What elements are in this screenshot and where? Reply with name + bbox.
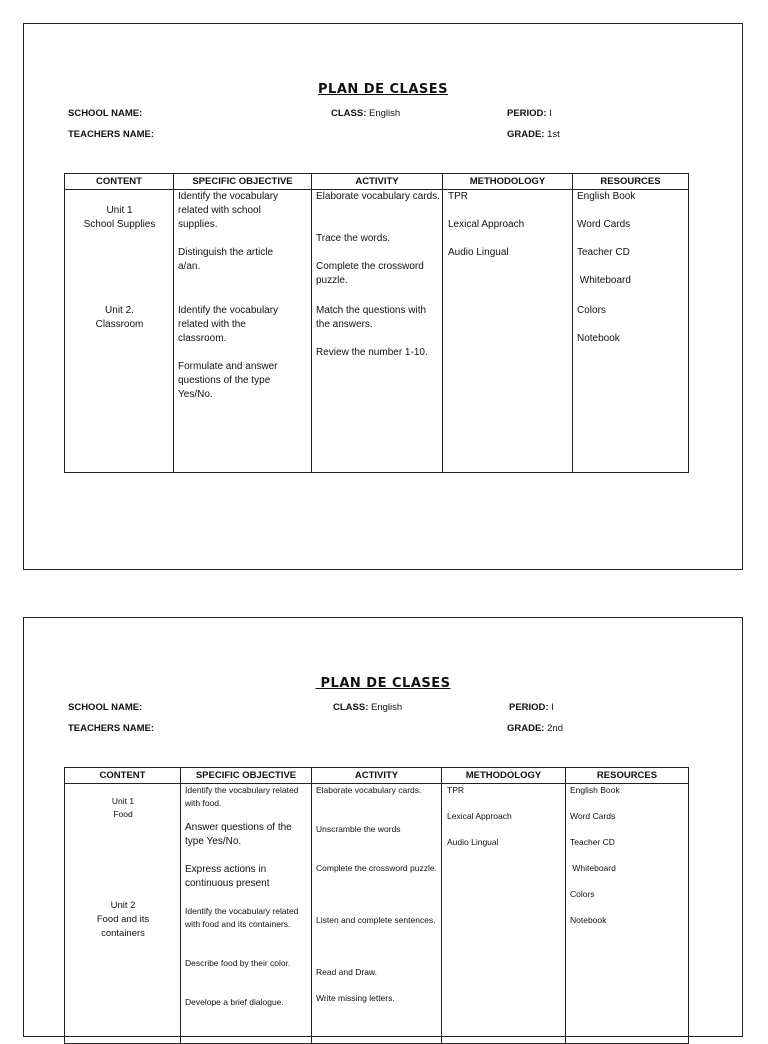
class-label: CLASS: xyxy=(331,108,367,119)
period-field xyxy=(507,108,552,119)
methodology-item: TPR xyxy=(447,785,464,795)
resource-item: Teacher CD xyxy=(570,837,615,847)
header-activity: ACTIVITY xyxy=(312,768,442,784)
objective-item: Express actions in continuous present xyxy=(185,864,270,889)
table-header-row xyxy=(65,174,689,190)
resource-item: Whiteboard xyxy=(577,275,631,286)
lesson-plan-page-1 xyxy=(23,23,743,570)
page-title: PLAN DE CLASES xyxy=(318,82,448,97)
teachers-name-field xyxy=(68,129,154,140)
teachers-name-label: TEACHERS NAME: xyxy=(68,723,155,734)
page-title: PLAN DE CLASES xyxy=(315,676,451,691)
activity-item: Unscramble the words xyxy=(316,824,401,834)
class-label: CLASS: xyxy=(333,702,369,713)
header-specific-objective: SPECIFIC OBJECTIVE xyxy=(174,174,312,190)
school-name-field xyxy=(68,702,142,713)
header-content: CONTENT xyxy=(65,174,174,190)
lesson-plan-table xyxy=(64,767,689,1044)
resource-item: Word Cards xyxy=(570,811,616,821)
objective-item: Formulate and answer questions of the type Yes/No. xyxy=(178,361,278,400)
table-row xyxy=(65,784,689,1044)
activity-item: Elaborate vocabulary cards. xyxy=(316,191,440,202)
resource-item: Colors xyxy=(570,889,595,899)
methodology-item: Audio Lingual xyxy=(448,247,509,258)
content-unit-1: Unit 1 Food xyxy=(111,796,135,819)
content-cell xyxy=(65,190,174,473)
activity-item: Complete the crossword puzzle. xyxy=(316,863,437,873)
activity-item: Listen and complete sentences. xyxy=(316,915,436,925)
objective-item: Identify the vocabulary related with food. xyxy=(185,785,299,808)
table-header-row xyxy=(65,768,689,784)
grade-field xyxy=(507,129,560,140)
lesson-plan-table xyxy=(64,173,689,473)
activity-item: Write missing letters. xyxy=(316,993,395,1003)
school-name-field xyxy=(68,108,142,119)
resource-item: Word Cards xyxy=(577,219,631,230)
class-field xyxy=(331,108,400,119)
objective-item: Identify the vocabulary related with school supplies. xyxy=(178,191,279,230)
class-field xyxy=(333,702,402,713)
activity-item: Read and Draw. xyxy=(316,967,377,977)
activity-item: Complete the crossword puzzle. xyxy=(316,261,424,286)
header-activity: ACTIVITY xyxy=(312,174,443,190)
resources-cell xyxy=(573,190,689,473)
resource-item: English Book xyxy=(577,191,636,202)
resource-item: Whiteboard xyxy=(570,863,616,873)
teachers-name-label: TEACHERS NAME: xyxy=(68,129,155,140)
activity-item: Elaborate vocabulary cards. xyxy=(316,785,422,795)
header-content: CONTENT xyxy=(65,768,181,784)
lesson-plan-page-2 xyxy=(23,617,743,1037)
period-label: PERIOD: xyxy=(509,702,549,713)
school-name-label: SCHOOL NAME: xyxy=(68,702,143,713)
methodology-cell xyxy=(443,190,573,473)
methodology-item: Lexical Approach xyxy=(448,219,525,230)
grade-label: GRADE: xyxy=(507,129,545,140)
activity-item: Review the number 1-10. xyxy=(316,347,428,358)
grade-value: 1st xyxy=(547,129,560,140)
content-unit-2: Unit 2. Classroom xyxy=(95,305,144,330)
resource-item: Colors xyxy=(577,305,606,316)
methodology-cell xyxy=(442,784,566,1044)
objective-item: Identify the vocabulary related with food and its containers. xyxy=(185,906,299,929)
content-cell xyxy=(65,784,181,1044)
objective-item: Distinguish the article a/an. xyxy=(178,247,274,272)
content-unit-1: Unit 1 School Supplies xyxy=(83,205,156,230)
resource-item: Notebook xyxy=(577,333,620,344)
period-value: I xyxy=(551,702,554,713)
period-label: PERIOD: xyxy=(507,108,547,119)
header-specific-objective: SPECIFIC OBJECTIVE xyxy=(181,768,312,784)
period-field xyxy=(509,702,554,713)
grade-value: 2nd xyxy=(547,723,563,734)
objective-item: Identify the vocabulary related with the classroom. xyxy=(178,305,279,344)
header-methodology: METHODOLOGY xyxy=(443,174,573,190)
school-name-label: SCHOOL NAME: xyxy=(68,108,143,119)
activity-item: Match the questions with the answers. xyxy=(316,305,427,330)
header-methodology: METHODOLOGY xyxy=(442,768,566,784)
objective-item: Describe food by their color. xyxy=(185,958,291,968)
objective-cell xyxy=(181,784,312,1044)
class-value: English xyxy=(371,702,403,713)
objective-item: Develope a brief dialogue. xyxy=(185,997,284,1007)
class-value: English xyxy=(369,108,401,119)
header-resources: RESOURCES xyxy=(566,768,689,784)
resource-item: English Book xyxy=(570,785,620,795)
objective-item: Answer questions of the type Yes/No. xyxy=(185,822,292,847)
resources-cell xyxy=(566,784,689,1044)
teachers-name-field xyxy=(68,723,154,734)
methodology-item: Audio Lingual xyxy=(447,837,499,847)
activity-cell xyxy=(312,190,443,473)
methodology-item: TPR xyxy=(448,191,468,202)
resource-item: Teacher CD xyxy=(577,247,630,258)
period-value: I xyxy=(549,108,552,119)
methodology-item: Lexical Approach xyxy=(447,811,512,821)
resource-item: Notebook xyxy=(570,915,607,925)
header-resources: RESOURCES xyxy=(573,174,689,190)
activity-cell xyxy=(312,784,442,1044)
activity-item: Trace the words. xyxy=(316,233,391,244)
grade-label: GRADE: xyxy=(507,723,545,734)
grade-field xyxy=(507,723,563,734)
content-unit-2: Unit 2 Food and its containers xyxy=(96,900,150,939)
table-row xyxy=(65,190,689,473)
objective-cell xyxy=(174,190,312,473)
